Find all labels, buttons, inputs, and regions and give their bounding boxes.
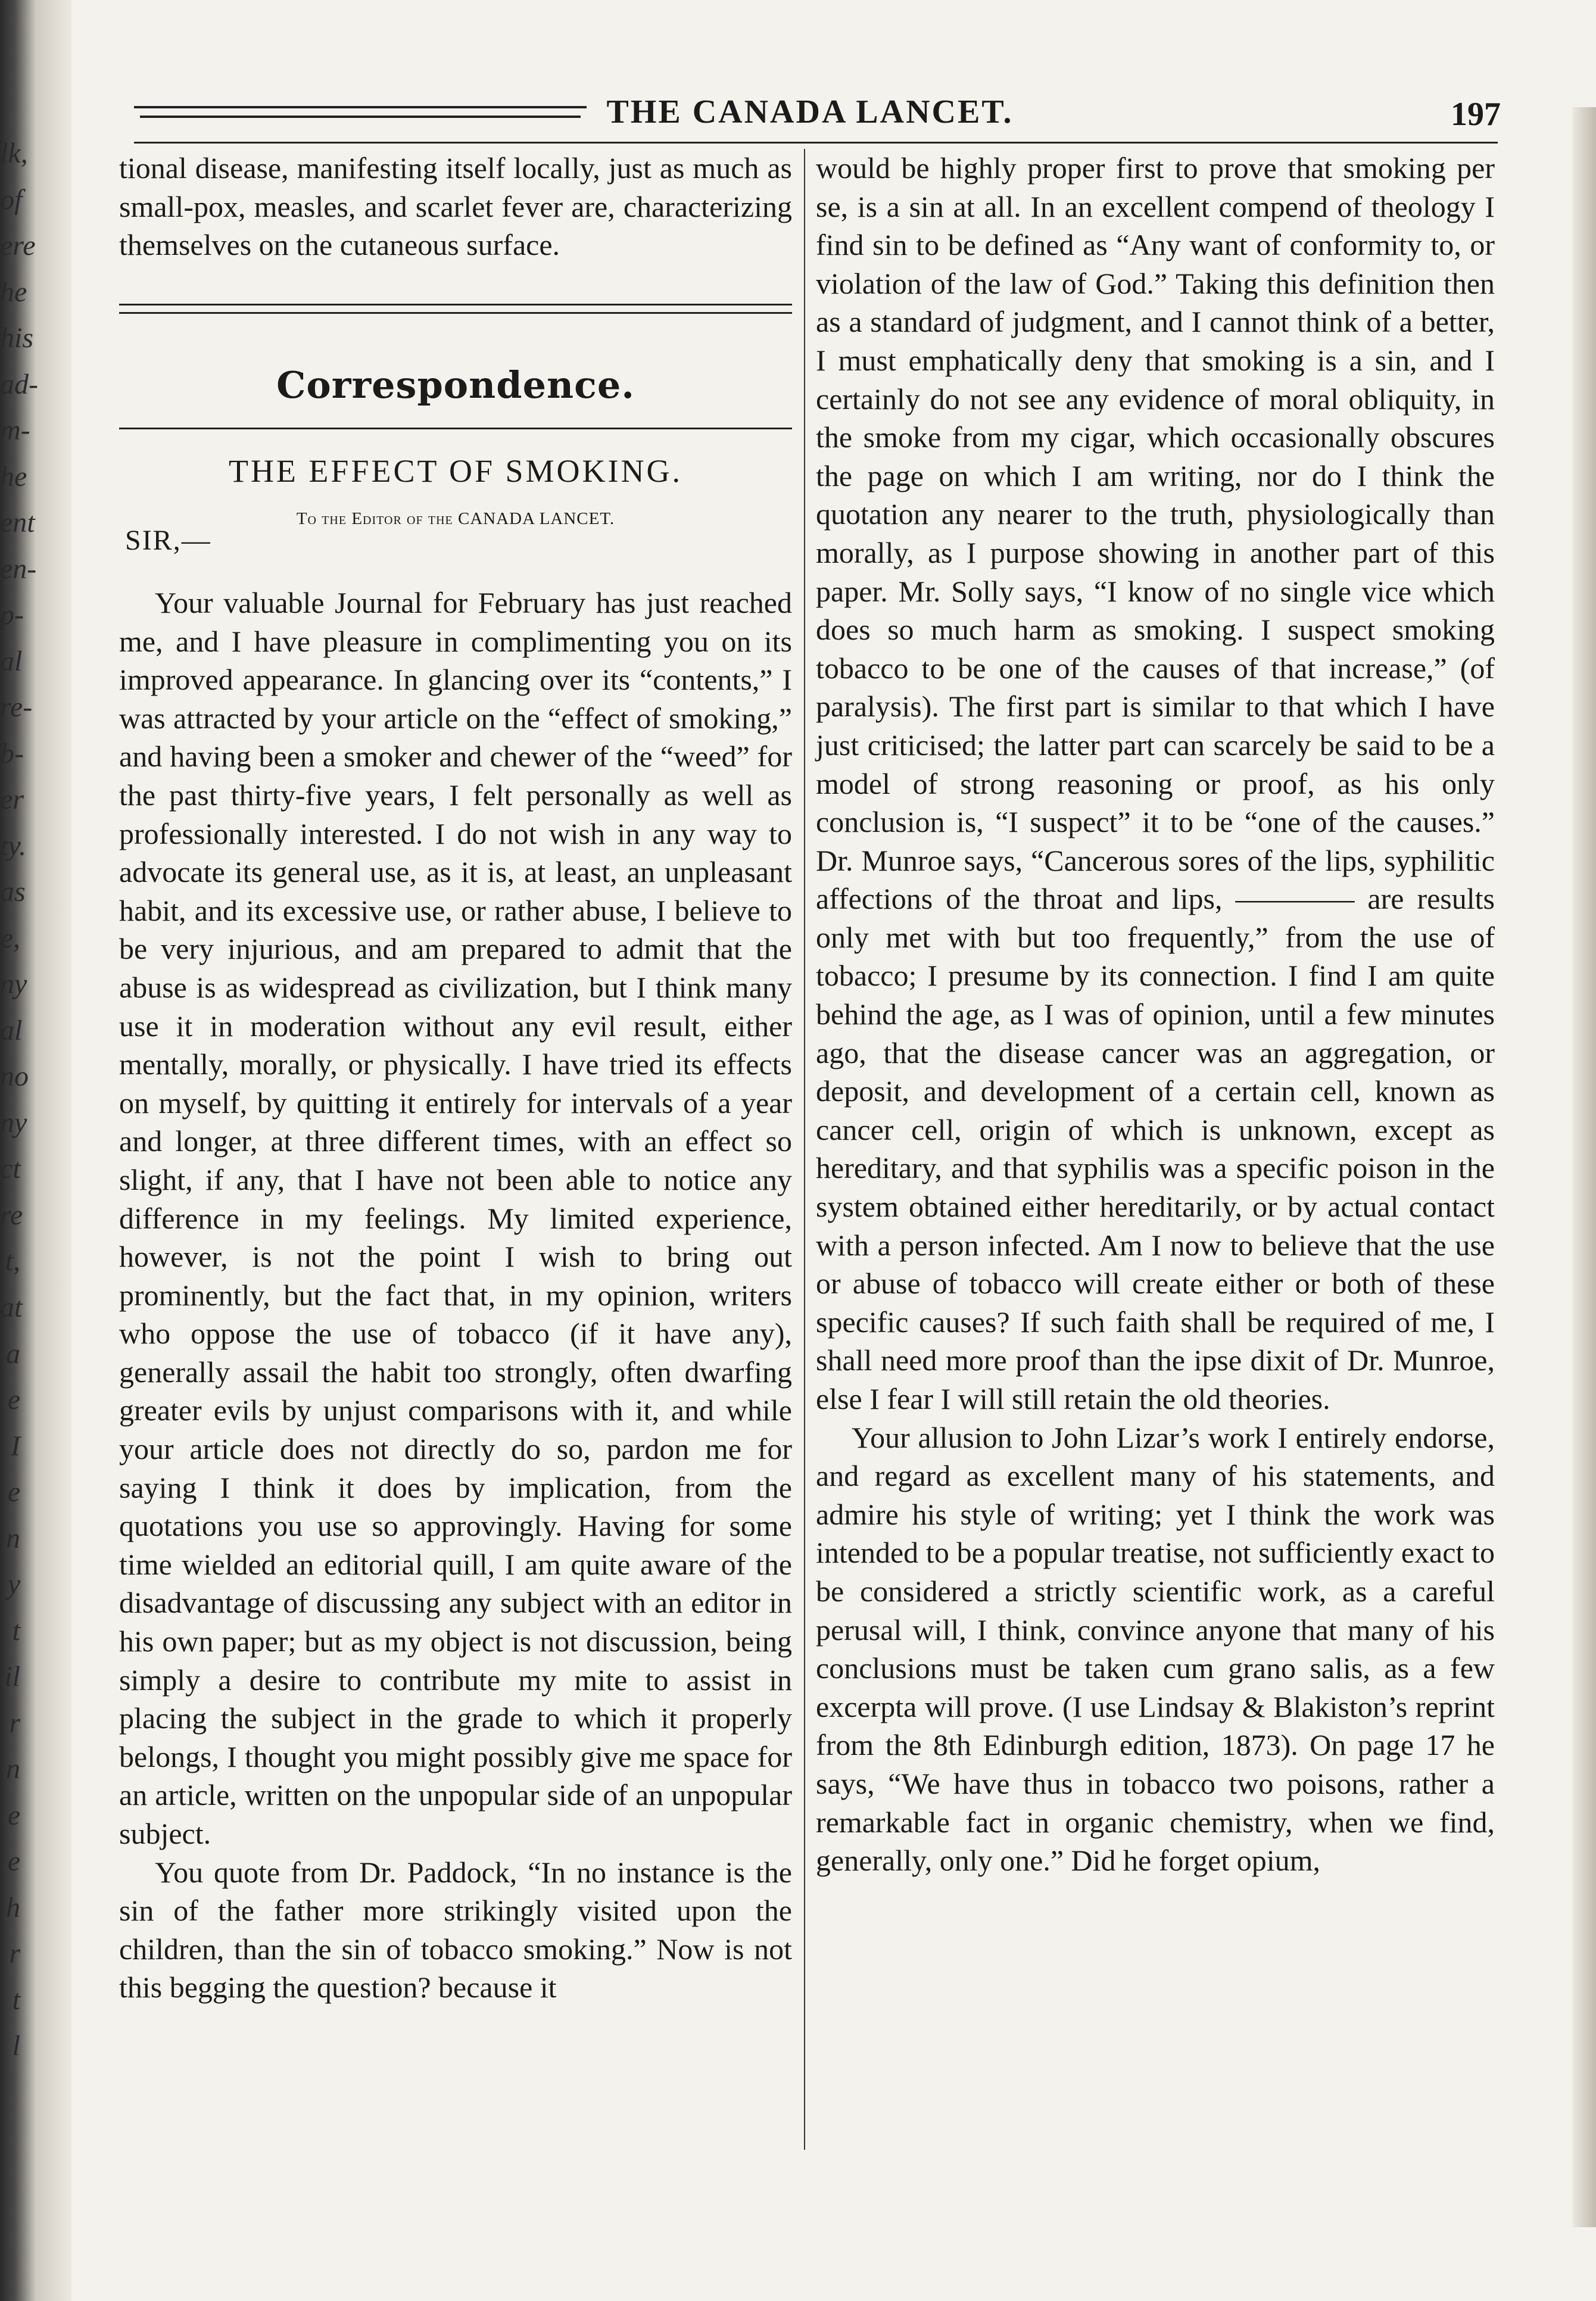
margin-fragment: he [0, 276, 27, 308]
margin-fragment: t [12, 1614, 20, 1647]
margin-fragment: al [0, 1014, 23, 1046]
section-double-rule [119, 312, 792, 314]
margin-fragment: e [7, 1799, 20, 1831]
margin-fragment: n [6, 1522, 20, 1554]
left-column-intro [119, 149, 792, 264]
margin-fragment: h [6, 1891, 20, 1923]
section-heading: Correspondence. [276, 363, 635, 407]
paragraph: You quote from Dr. Paddock, “In no instance is the sin of the father more strikingly visited upon the children, than the sin of tobacco smoking.” Now is not this begging the question? because it [119, 1855, 792, 2004]
margin-fragment: his [0, 322, 34, 354]
margin-fragment: e [7, 1384, 20, 1416]
margin-fragment: ny [0, 1106, 27, 1139]
margin-fragment: il [4, 1661, 20, 1693]
margin-fragment: b- [0, 737, 24, 769]
margin-fragment: e [7, 1476, 20, 1508]
margin-fragment: of [0, 183, 23, 216]
margin-fragment: ty. [0, 830, 26, 862]
margin-fragment: t [12, 1984, 20, 2016]
margin-fragment: ny [0, 968, 27, 1000]
margin-fragment: I [11, 1430, 20, 1462]
journal-title: THE CANADA LANCET. [606, 93, 1014, 130]
margin-fragment: en- [0, 553, 37, 585]
section-double-rule [119, 304, 792, 305]
page-edge [1572, 107, 1596, 2227]
margin-fragment: re- [0, 691, 33, 724]
margin-fragment: ct [0, 1153, 21, 1185]
margin-fragment: m- [0, 414, 30, 447]
margin-fragment: p- [0, 599, 24, 631]
section-heading-rule [119, 428, 792, 429]
margin-fragment: a [6, 1337, 20, 1370]
margin-fragment: r [9, 1938, 20, 1970]
margin-fragment: he [0, 460, 27, 492]
article-title: THE EFFECT OF SMOKING. [228, 453, 683, 489]
running-head [119, 89, 1501, 143]
margin-fragment: l [12, 2030, 20, 2062]
margin-fragment: y [7, 1569, 20, 1601]
page-number: 197 [1451, 96, 1501, 133]
letter-body-left [119, 584, 792, 2007]
margin-fragment: at [0, 1292, 23, 1323]
paragraph: would be highly proper first to prove that smoking per se, is a sin at all. In an excellent compend of theology I find sin to be defined as “Any want of conformity to, or violation of the law of God.” Taking this definition then as a standard of judgment, and I cannot think of a better, I must emphatically deny that smoking is a sin, and I certainly do not see any evidence of moral obliquity, in the smoke from my cigar, which occasionally obscures the page on which I am writing, nor do I think the quotation any nearer to the truth, physiologically than morally, as I purpose showing in another part of this paper. Mr. Solly says, “I know of no single vice which does so much harm as smoking. I suspect smoking tobacco to be one of the causes of that increase,” (of paralysis). The first part is similar to that which I have just criticised; the latter part can scarcely be said to be a model of strong reasoning or proof, as his only conclusion is, “I suspect” it to be “one of the causes.” Dr. Munroe says, “Cancerous sores of the lips, syphilitic affections of the throat and lips, ———— are results only met with but too frequently,” from the use of tobacco; I presume by its connection. I find I am quite behind the age, as I was of opinion, until a few minutes ago, that the disease cancer was an aggregation, or deposit, and development of a certain cell, known as cancer cell, origin of which is unknown, except as hereditary, and that syphilis was a specific poison in the system obtained either hereditarily, or by actual contact with a person infected. Am I now to believe that the use or abuse of tobacco will create either or both of these specific causes? If such faith shall be required of me, I shall need more proof than the ipse dixit of Dr. Munroe, else I fear I will still retain the old theories. [816, 151, 1495, 1415]
header-rule [134, 142, 1498, 144]
margin-fragment: e, [0, 922, 20, 954]
margin-fragment: n [6, 1753, 20, 1785]
letter-salutation: SIR,— [125, 525, 211, 556]
margin-fragment: e [7, 1845, 20, 1878]
margin-fragment: lk, [0, 138, 28, 169]
continued-paragraph: tional disease, manifesting itself locally, just as much as small-pox, measles, and scarlet fever are, characterizing themselves on the cutaneous surface. [119, 151, 792, 262]
margin-fragment: t, [5, 1245, 20, 1277]
paragraph: Your valuable Journal for February has just reached me, and I have pleasure in complimenting you on its improved appearance. In glancing over its “contents,” I was attracted by your article on the “effect of smoking,” and having been a smoker and chewer of the “weed” for the past thirty-five years, I felt personally as well as professionally interested. I do not wish in any way to advocate its general use, as it is, at least, an unpleasant habit, and its excessive use, or rather abuse, I believe to be very injurious, and am prepared to admit that the abuse is as widespread as civilization, but I think many use it in moderation without any evil result, either mentally, morally, or physically. I have tried its effects on myself, by quitting it entirely for intervals of a year and longer, at three different times, with an effect so slight, if any, that I have not been able to notice any difference in my feelings. My limited experience, however, is not the point I wish to bring out prominently, but the fact that, in my opinion, writers who oppose the use of tobacco (if it have any), generally assail the habit too strongly, often dwarfing greater evils by unjust comparisons with it, and while your article does not directly do so, pardon me for saying I think it does by implication, from the quotations you use so approvingly. Having for some time wielded an editorial quill, I am quite aware of the disadvantage of discussing any subject with an editor in his own paper; but as my object is not discussion, being simply a desire to contribute my mite to assist in placing the subject in the grade to which it properly belongs, I thought you might possibly give me space for an article, written on the unpopular side of an unpopular subject. [119, 586, 792, 1850]
letter-dedication: To the Editor of the CANADA LANCET. [296, 509, 615, 528]
margin-fragment: as [0, 876, 26, 908]
margin-fragment: r [9, 1707, 20, 1739]
margin-fragment: ere [0, 230, 36, 262]
column-divider [804, 149, 805, 2150]
margin-fragment: er [0, 784, 24, 816]
margin-fragment: ent [0, 507, 35, 539]
paragraph: Your allusion to John Lizar’s work I entirely endorse, and regard as excellent many of his statements, and admire his style of writing; yet I think the work was intended to be a popular treatise, not sufficiently exact to be considered a strictly scientific work, as a careful perusal will, I think, convince anyone that many of his conclusions must be taken cum grano salis, as a few excerpta will prove. (I use Lindsay & Blakiston’s reprint from the 8th Edinburgh edition, 1873). On page 17 he says, “We have thus in tobacco two poisons, rather a remarkable fact in organic chemistry, when we find, generally, only one.” Did he forget opium, [816, 1420, 1495, 1878]
margin-fragment: re [0, 1199, 23, 1231]
margin-fragment: al [0, 645, 23, 677]
margin-fragment: no [0, 1061, 29, 1093]
margin-fragment: ad- [0, 368, 38, 400]
letter-body-right [816, 149, 1495, 1880]
